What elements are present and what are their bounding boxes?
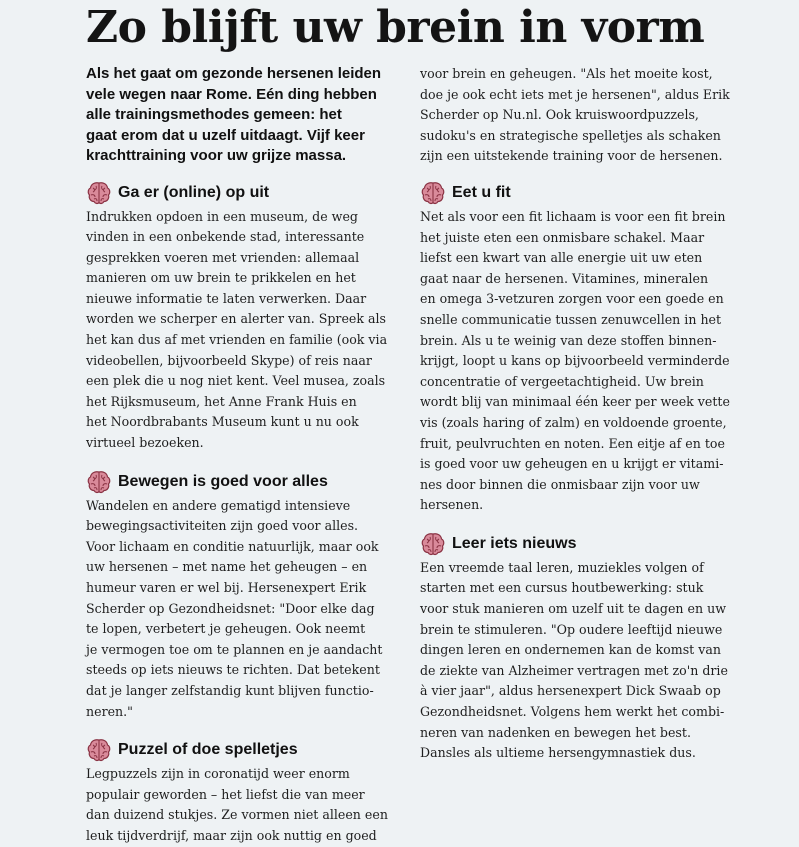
text-line: Voor lichaam en conditie natuurlijk, maar ook (86, 538, 379, 554)
text-line: brein te stimuleren. "Op oudere leeftijd nieuwe (420, 621, 723, 637)
brain-icon (420, 180, 446, 206)
section-puzzel (86, 736, 404, 846)
text-line: vis (zoals haring of zalm) en voldoende groente, (420, 414, 727, 430)
text-line: te lopen, verbetert je geheugen. Ook neemt (86, 621, 366, 637)
section-eet (420, 179, 740, 516)
text-line: brein. Als u te weinig van deze stoffen binnen- (420, 332, 717, 348)
page-title: Zo blijft uw brein in vorm (86, 2, 705, 53)
section-body (86, 764, 404, 846)
text-line: Indrukken opdoen in een museum, de weg (86, 208, 358, 224)
text-line: videobellen, bijvoorbeeld Skype) of reis naar (86, 352, 372, 368)
brain-icon (86, 469, 112, 495)
text-line: voor stuk manieren om uzelf uit te dagen en uw (420, 601, 726, 617)
text-line: dan duizend stukjes. Ze vormen niet alleen een (86, 807, 388, 823)
text-line: Wandelen en andere gematigd intensieve (86, 497, 351, 513)
text-line: je vermogen toe om te plannen en je aandacht (86, 641, 383, 657)
text-line: nieuwe informatie te laten verwerken. Daar (86, 290, 367, 306)
section-body (86, 207, 404, 454)
section-heading: Puzzel of doe spelletjes (118, 741, 298, 759)
brain-icon (86, 180, 112, 206)
text-line: is goed voor uw geheugen en u krijgt er vitami- (420, 456, 724, 472)
text-line: het Noordbrabants Museum kunt u nu ook (86, 414, 359, 430)
text-line: worden we scherper en alerter van. Spreek als (86, 311, 386, 327)
intro-line: alle trainingsmethodes gemeen: het (86, 106, 342, 123)
text-line: en omega 3-vetzuren zorgen voor een goede en (420, 291, 724, 307)
text-line: wordt blij van minimaal één keer per week vette (420, 394, 730, 410)
section-heading: Ga er (online) op uit (118, 183, 270, 201)
text-line: vinden in een onbekende stad, interessante (86, 229, 365, 245)
text-line: uw hersenen – met name het geheugen – en (86, 559, 368, 575)
text-line: gaat naar de hersenen. Vitamines, mineralen (420, 270, 709, 286)
text-line: Een vreemde taal leren, muziekles volgen of (420, 559, 704, 575)
text-line: steeds op iets nieuws te richten. Dat betekent (86, 662, 380, 678)
intro-text (86, 64, 404, 167)
right-column (420, 64, 740, 764)
text-line: doe je ook echt iets met je hersenen", aldus Erik (420, 86, 730, 102)
intro-line: gaat erom dat u uzelf uitdaagt. Vijf keer (86, 126, 365, 144)
text-line: Gezondheidsnet. Volgens hem werkt het combi- (420, 704, 725, 720)
brain-icon (86, 737, 112, 763)
text-line: neren van nadenken en bewegen het best. (420, 724, 691, 740)
section-body (420, 558, 740, 764)
section-body (420, 207, 740, 516)
text-line: dingen leren en ondernemen kan de komst van (420, 642, 721, 658)
section-body (420, 64, 740, 167)
text-line: humeur varen er wel bij. Hersenexpert Erik (86, 580, 367, 595)
intro-line: Als het gaat om gezonde hersenen leiden (86, 65, 382, 82)
text-line: Legpuzzels zijn in coronatijd weer enorm (86, 766, 350, 782)
section-heading: Eet u fit (452, 183, 511, 201)
text-line: neren." (86, 703, 133, 719)
text-line: dat je langer zelfstandig kunt blijven functio- (86, 682, 374, 698)
text-line: een plek die u nog niet kent. Veel musea, zoals (86, 373, 386, 389)
text-line: leuk tijdverdrijf, maar zijn ook nuttig en goed (86, 827, 377, 843)
text-line: krijgt, loopt u kans op bijvoorbeeld verminderde (420, 353, 730, 369)
intro-line: vele wegen naar Rome. Eén ding hebben (86, 85, 377, 103)
text-line: concentratie of vergeetachtigheid. Uw brein (420, 373, 704, 389)
section-heading: Leer iets nieuws (452, 534, 577, 552)
text-line: liefst een kwart van alle energie uit uw eten (420, 250, 703, 266)
text-line: populair geworden – het liefst die van meer (86, 786, 365, 802)
left-column (86, 64, 404, 847)
text-line: sudoku's en strategische spelletjes als schaken (420, 127, 721, 143)
text-line: Scherder op Gezondheidsnet: "Door elke dag (86, 600, 375, 616)
section-leer (420, 530, 740, 764)
text-line: bewegingsactiviteiten zijn goed voor alles. (86, 518, 359, 534)
section-puzzel-continued (420, 64, 740, 167)
text-line: snelle communicatie tussen zenuwcellen in het (420, 311, 722, 327)
text-line: gesprekken voeren met vrienden: allemaal (86, 249, 360, 265)
text-line: het Rijksmuseum, het Anne Frank Huis en (86, 393, 357, 409)
text-line: virtueel bezoeken. (86, 435, 204, 451)
section-body (86, 496, 404, 723)
text-line: Scherder op Nu.nl. Ook kruiswoordpuzzels, (420, 107, 699, 123)
section-bewegen (86, 468, 404, 723)
text-line: het kan dus af met vrienden en familie (ook via (86, 332, 388, 348)
text-line: manieren om uw brein te prikkelen en het (86, 270, 356, 286)
text-line: de ziekte van Alzheimer vertragen met zo'n drie (420, 662, 728, 678)
intro-line: krachttraining voor uw grijze massa. (86, 147, 347, 164)
text-line: hersenen. (420, 497, 484, 513)
text-line: zijn een uitstekende training voor de hersenen. (420, 148, 723, 164)
text-line: fruit, peulvruchten en noten. Een eitje af en toe (420, 435, 725, 451)
brain-icon (420, 531, 446, 557)
text-line: starten met een cursus houtbewerking: stuk (420, 580, 704, 596)
text-line: Net als voor een fit lichaam is voor een fit brein (420, 208, 726, 224)
text-line: Dansles als ultieme hersengymnastiek dus. (420, 745, 696, 761)
text-line: nes door binnen die onmisbaar zijn voor uw (420, 476, 700, 492)
section-heading: Bewegen is goed voor alles (118, 472, 328, 490)
text-line: voor brein en geheugen. "Als het moeite kost, (420, 66, 713, 81)
text-line: het juiste eten een onmisbare schakel. Maar (420, 229, 705, 245)
section-online (86, 179, 404, 454)
text-line: à vier jaar", aldus hersenexpert Dick Swaab op (420, 683, 721, 699)
